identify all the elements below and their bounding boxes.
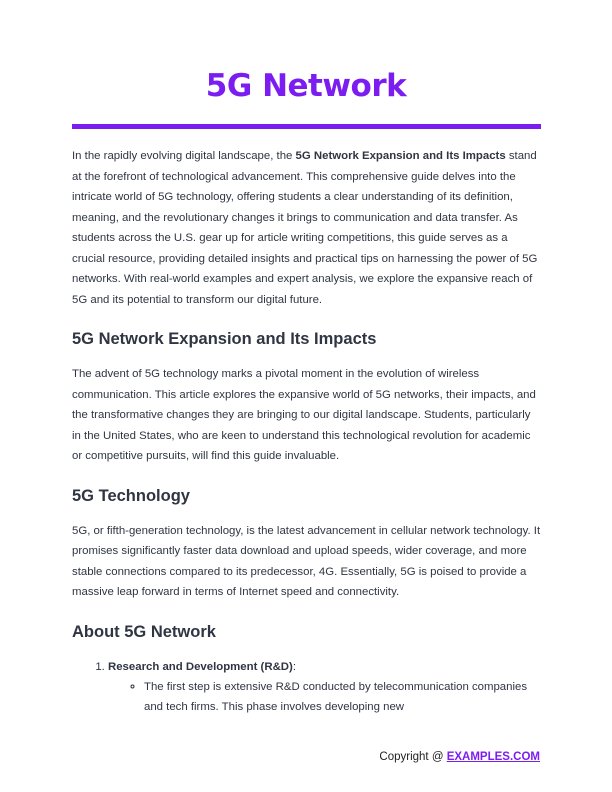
intro-text-after: stand at the forefront of technological advancement. This comprehensive guide delves into the intricate world of 5G technology, offering students a clear understanding of its definition, meaning, and the revolutionary changes it brings to communication and data transfer. As students across the U.S. gear up for article writing competitions, this guide serves as a crucial resource, providing detailed insights and practical tips on harnessing the power of 5G networks. With real-world examples and expert analysis, we explore the expansive reach of 5G and its potential to transform our digital future. [72, 150, 538, 306]
intro-text-before: In the rapidly evolving digital landscape, the [72, 150, 296, 162]
title-divider [72, 124, 541, 129]
section-heading-expansion: 5G Network Expansion and Its Impacts [72, 330, 377, 348]
intro-bold-phrase: 5G Network Expansion and Its Impacts [295, 150, 506, 162]
section-body-technology: 5G, or fifth-generation technology, is the latest advancement in cellular network technology. It promises significantly faster data download and upload speeds, wider coverage, and more stable connections compared to its predecessor, 4G. Essentially, 5G is poised to provide a massive leap forward in terms of Internet speed and connectivity. [72, 524, 541, 598]
examples-link[interactable]: EXAMPLES.COM [446, 751, 540, 763]
section-body-expansion: The advent of 5G technology marks a pivotal moment in the evolution of wireless communication. This article explores the expansive world of 5G networks, their impacts, and the transformative changes they are bringing to our digital landscape. Students, particularly in the United States, who are keen to understand this technological revolution for academic or competitive pursuits, will find this guide invaluable. [72, 368, 536, 462]
section-heading-about: About 5G Network [72, 622, 216, 641]
intro-paragraph [72, 146, 542, 310]
step-sub-item: ◦ The first step is extensive R&D conducted by telecommunication companies and tech firms. This phase involves developing new [144, 677, 542, 717]
step-sub-list [108, 677, 542, 717]
copyright-footer [379, 751, 540, 763]
steps-list [72, 657, 542, 717]
step-label: Research and Development (R&D) [108, 660, 293, 673]
copyright-prefix: Copyright @ [379, 751, 447, 763]
document-content [72, 146, 542, 717]
section-heading-technology: 5G Technology [72, 486, 190, 505]
step-item [108, 657, 542, 717]
step-label-suffix: : [292, 660, 296, 673]
page-title: 5G Network [205, 68, 407, 104]
